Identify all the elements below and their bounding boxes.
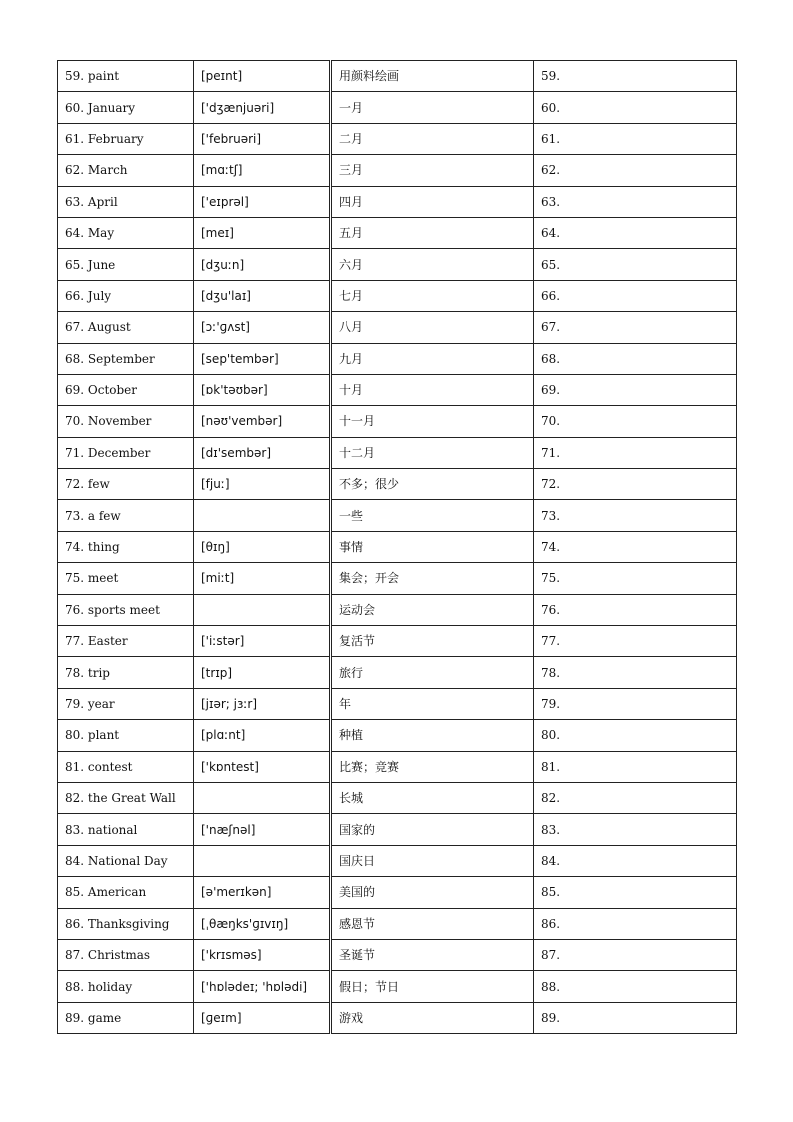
phonetic-cell: [dʒu'laɪ] <box>194 280 331 311</box>
phonetic-cell <box>194 782 331 813</box>
answer-number-cell: 83. <box>534 814 737 845</box>
table-row <box>58 249 737 280</box>
answer-number-cell: 66. <box>534 280 737 311</box>
phonetic-cell <box>194 594 331 625</box>
answer-number-cell: 71. <box>534 437 737 468</box>
table-row <box>58 374 737 405</box>
phonetic-cell: ['krɪsməs] <box>194 939 331 970</box>
meaning-cell: 种植 <box>331 720 534 751</box>
meaning-cell: 圣诞节 <box>331 939 534 970</box>
word-cell: 69. October <box>58 374 194 405</box>
table-row <box>58 406 737 437</box>
table-row <box>58 92 737 123</box>
answer-number-cell: 76. <box>534 594 737 625</box>
table-row <box>58 971 737 1002</box>
meaning-cell: 八月 <box>331 312 534 343</box>
answer-number-cell: 84. <box>534 845 737 876</box>
meaning-cell: 长城 <box>331 782 534 813</box>
table-row <box>58 500 737 531</box>
meaning-cell: 美国的 <box>331 877 534 908</box>
meaning-cell: 二月 <box>331 123 534 154</box>
answer-number-cell: 74. <box>534 531 737 562</box>
answer-number-cell: 75. <box>534 563 737 594</box>
meaning-cell: 国家的 <box>331 814 534 845</box>
word-cell: 88. holiday <box>58 971 194 1002</box>
answer-number-cell: 88. <box>534 971 737 1002</box>
phonetic-cell: [sep'tembər] <box>194 343 331 374</box>
answer-number-cell: 78. <box>534 657 737 688</box>
phonetic-cell: [ɡeɪm] <box>194 1002 331 1033</box>
answer-number-cell: 72. <box>534 469 737 500</box>
phonetic-cell: [jɪər; jɜːr] <box>194 688 331 719</box>
phonetic-cell: [mɑːtʃ] <box>194 155 331 186</box>
phonetic-cell: [ɔː'ɡʌst] <box>194 312 331 343</box>
table-row <box>58 939 737 970</box>
answer-number-cell: 81. <box>534 751 737 782</box>
phonetic-cell: ['kɒntest] <box>194 751 331 782</box>
word-cell: 70. November <box>58 406 194 437</box>
answer-number-cell: 61. <box>534 123 737 154</box>
answer-number-cell: 85. <box>534 877 737 908</box>
meaning-cell: 一月 <box>331 92 534 123</box>
phonetic-cell: [miːt] <box>194 563 331 594</box>
meaning-cell: 九月 <box>331 343 534 374</box>
phonetic-cell: [plɑːnt] <box>194 720 331 751</box>
word-cell: 66. July <box>58 280 194 311</box>
phonetic-cell: ['eɪprəl] <box>194 186 331 217</box>
phonetic-cell: [nəʊ'vembər] <box>194 406 331 437</box>
meaning-cell: 五月 <box>331 217 534 248</box>
meaning-cell: 假日；节日 <box>331 971 534 1002</box>
word-cell: 60. January <box>58 92 194 123</box>
answer-number-cell: 77. <box>534 626 737 657</box>
phonetic-cell: ['næʃnəl] <box>194 814 331 845</box>
meaning-cell: 六月 <box>331 249 534 280</box>
word-cell: 86. Thanksgiving <box>58 908 194 939</box>
answer-number-cell: 70. <box>534 406 737 437</box>
table-row <box>58 217 737 248</box>
vocabulary-table <box>57 60 737 1034</box>
word-cell: 63. April <box>58 186 194 217</box>
vocabulary-table-body <box>58 61 737 1034</box>
word-cell: 79. year <box>58 688 194 719</box>
meaning-cell: 集会；开会 <box>331 563 534 594</box>
table-row <box>58 531 737 562</box>
meaning-cell: 一些 <box>331 500 534 531</box>
phonetic-cell: [dɪ'sembər] <box>194 437 331 468</box>
phonetic-cell <box>194 845 331 876</box>
phonetic-cell: [dʒuːn] <box>194 249 331 280</box>
phonetic-cell: ['iːstər] <box>194 626 331 657</box>
meaning-cell: 旅行 <box>331 657 534 688</box>
table-row <box>58 657 737 688</box>
table-row <box>58 123 737 154</box>
word-cell: 76. sports meet <box>58 594 194 625</box>
phonetic-cell: [ə'merɪkən] <box>194 877 331 908</box>
meaning-cell: 游戏 <box>331 1002 534 1033</box>
phonetic-cell: [trɪp] <box>194 657 331 688</box>
phonetic-cell: [ˌθæŋks'ɡɪvɪŋ] <box>194 908 331 939</box>
word-cell: 72. few <box>58 469 194 500</box>
word-cell: 77. Easter <box>58 626 194 657</box>
meaning-cell: 感恩节 <box>331 908 534 939</box>
word-cell: 68. September <box>58 343 194 374</box>
answer-number-cell: 68. <box>534 343 737 374</box>
meaning-cell: 比赛；竞赛 <box>331 751 534 782</box>
meaning-cell: 用颜料绘画 <box>331 61 534 92</box>
meaning-cell: 十月 <box>331 374 534 405</box>
meaning-cell: 国庆日 <box>331 845 534 876</box>
word-cell: 61. February <box>58 123 194 154</box>
meaning-cell: 四月 <box>331 186 534 217</box>
table-row <box>58 908 737 939</box>
table-row <box>58 845 737 876</box>
answer-number-cell: 64. <box>534 217 737 248</box>
meaning-cell: 事情 <box>331 531 534 562</box>
meaning-cell: 年 <box>331 688 534 719</box>
meaning-cell: 不多；很少 <box>331 469 534 500</box>
answer-number-cell: 60. <box>534 92 737 123</box>
table-row <box>58 782 737 813</box>
word-cell: 89. game <box>58 1002 194 1033</box>
table-row <box>58 688 737 719</box>
word-cell: 65. June <box>58 249 194 280</box>
phonetic-cell: ['februəri] <box>194 123 331 154</box>
word-cell: 80. plant <box>58 720 194 751</box>
phonetic-cell: [θɪŋ] <box>194 531 331 562</box>
meaning-cell: 三月 <box>331 155 534 186</box>
answer-number-cell: 65. <box>534 249 737 280</box>
word-cell: 82. the Great Wall <box>58 782 194 813</box>
answer-number-cell: 87. <box>534 939 737 970</box>
answer-number-cell: 69. <box>534 374 737 405</box>
phonetic-cell <box>194 500 331 531</box>
answer-number-cell: 89. <box>534 1002 737 1033</box>
phonetic-cell: [peɪnt] <box>194 61 331 92</box>
word-cell: 74. thing <box>58 531 194 562</box>
table-row <box>58 155 737 186</box>
table-row <box>58 61 737 92</box>
word-cell: 85. American <box>58 877 194 908</box>
word-cell: 78. trip <box>58 657 194 688</box>
meaning-cell: 十二月 <box>331 437 534 468</box>
table-row <box>58 814 737 845</box>
answer-number-cell: 73. <box>534 500 737 531</box>
answer-number-cell: 59. <box>534 61 737 92</box>
table-row <box>58 469 737 500</box>
table-row <box>58 563 737 594</box>
word-cell: 84. National Day <box>58 845 194 876</box>
answer-number-cell: 79. <box>534 688 737 719</box>
table-row <box>58 280 737 311</box>
table-row <box>58 877 737 908</box>
word-cell: 59. paint <box>58 61 194 92</box>
table-row <box>58 594 737 625</box>
table-row <box>58 343 737 374</box>
table-row <box>58 312 737 343</box>
phonetic-cell: ['dʒænjuəri] <box>194 92 331 123</box>
phonetic-cell: [fjuː] <box>194 469 331 500</box>
answer-number-cell: 62. <box>534 155 737 186</box>
word-cell: 71. December <box>58 437 194 468</box>
word-cell: 87. Christmas <box>58 939 194 970</box>
table-row <box>58 437 737 468</box>
word-cell: 75. meet <box>58 563 194 594</box>
answer-number-cell: 86. <box>534 908 737 939</box>
word-cell: 81. contest <box>58 751 194 782</box>
answer-number-cell: 82. <box>534 782 737 813</box>
table-row <box>58 720 737 751</box>
word-cell: 62. March <box>58 155 194 186</box>
table-row <box>58 1002 737 1033</box>
phonetic-cell: [meɪ] <box>194 217 331 248</box>
word-cell: 67. August <box>58 312 194 343</box>
answer-number-cell: 67. <box>534 312 737 343</box>
meaning-cell: 复活节 <box>331 626 534 657</box>
meaning-cell: 十一月 <box>331 406 534 437</box>
table-row <box>58 751 737 782</box>
word-cell: 83. national <box>58 814 194 845</box>
word-cell: 73. a few <box>58 500 194 531</box>
answer-number-cell: 63. <box>534 186 737 217</box>
phonetic-cell: ['hɒlədeɪ; 'hɒlədi] <box>194 971 331 1002</box>
word-cell: 64. May <box>58 217 194 248</box>
table-row <box>58 626 737 657</box>
phonetic-cell: [ɒk'təʊbər] <box>194 374 331 405</box>
meaning-cell: 七月 <box>331 280 534 311</box>
answer-number-cell: 80. <box>534 720 737 751</box>
table-row <box>58 186 737 217</box>
meaning-cell: 运动会 <box>331 594 534 625</box>
